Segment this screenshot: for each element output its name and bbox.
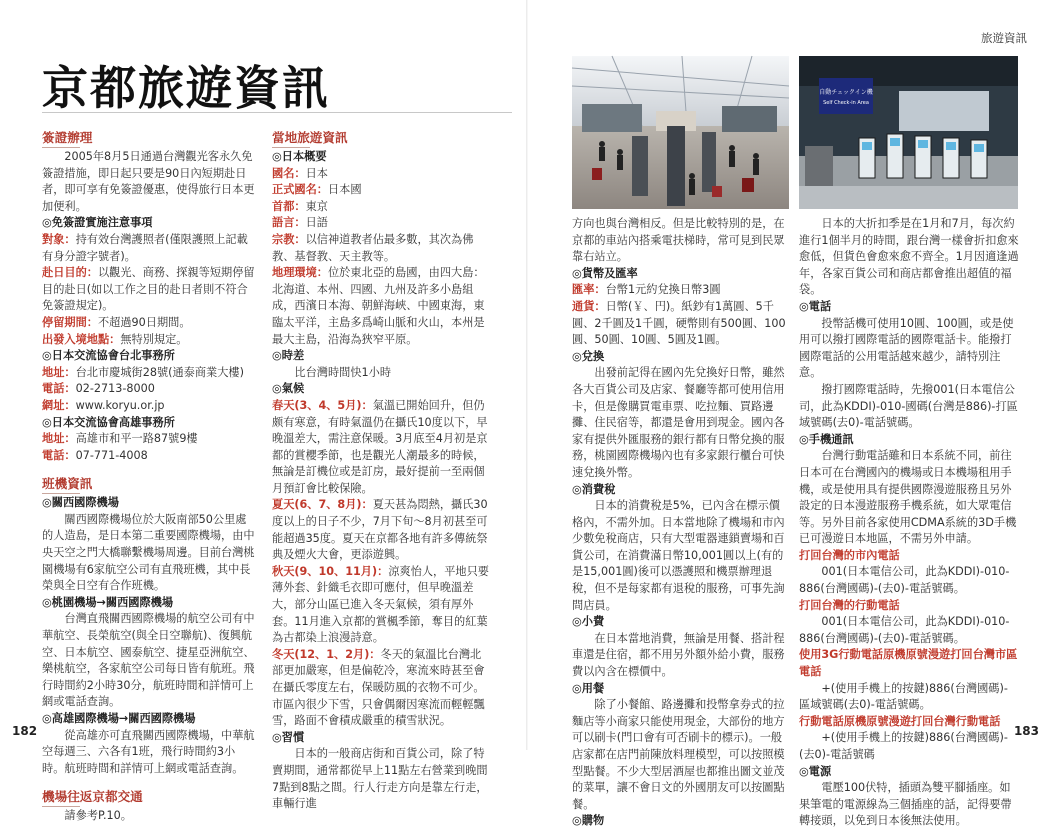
visa-stay-label: 停留期間： — [42, 315, 98, 329]
kaohsiung-address — [42, 431, 257, 448]
geography-text: 位於東北亞的島國，由四大島：北海道、本州、四國、九州及許多小島組成，西濱日本海、朝鮮海峽、中國東海，東臨太平洋，主島多爲崎山脈和火山，本州是最大主島，沿海為狹窄平原。 — [272, 266, 485, 346]
language-label: 語言： — [272, 216, 306, 230]
phone-subheading: ◎電話 — [799, 299, 832, 313]
autumn-label: 秋天(9、10、11月)： — [272, 564, 389, 578]
religion-text: 以信神道教者佔最多數，其次為佛教、基督教、天主教等。 — [272, 232, 474, 263]
summer — [272, 497, 490, 563]
check-in-kiosk-photo — [799, 56, 1018, 209]
geography-label: 地理環境： — [272, 266, 328, 280]
language-text: 日語 — [305, 216, 328, 230]
kaohsiung-phone-label: 電話： — [42, 448, 76, 462]
khh-kix-text: 從高雄亦可直飛關西國際機場，中華航空每週三、六各有1班，飛行時間約3小時。航班時間和詳情可上網或電話查詢。 — [42, 728, 255, 775]
visa-entry-label: 出發入境地點： — [42, 332, 121, 346]
call-tw-mobile-text: 001(日本電信公司，此為KDDI)-010-886(台灣國碼)-(去0)-電話號碼。 — [799, 615, 1010, 645]
visa-intro: 2005年8月5日通過台灣觀光客永久免簽證措施，即日起只要是90日內短期赴日者，即可享有免簽證優惠，使得旅行日本更加便利。 — [42, 150, 255, 213]
shopping-text: 日本的大折扣季是在1月和7月，每次約進行1個半月的時間，跟台灣一樣會折扣愈來愈低，但貨色會愈來愈不齊全。1月因適逢過年，各家百貨公司和商店都會推出超值的福袋。 — [799, 217, 1019, 297]
column-phone — [799, 216, 1019, 830]
spring-text: 氣溫已開始回升，但仍颇有寒意，有時氣溫仍在攝氏10度以下，早晚溫差大，需注意保暖。3月底至4月初是京都的賞櫻季節，也是觀光人潮最多的時候，無論是訂機位或是訂房，最好提前一至兩個月預訂會比較保險。 — [272, 398, 488, 495]
right-page — [528, 0, 1057, 828]
heading-underline — [42, 493, 80, 494]
taipei-web — [42, 398, 257, 415]
exchange-text: 出發前記得在國內先兌換好日幣，雖然各大百貨公司及店家、餐廳等都可使用信用卡，但是像購買電車票、吃拉麵、買路邊攤、住民宿等，都還是會用到現金。國內各家有提供外匯服務的銀行都有日幣兌換的服務，桃園國際機場內也有多家銀行櫃台可快速兌換外幣。 — [572, 366, 785, 479]
tip-subheading: ◎小費 — [572, 615, 605, 629]
tpe-kix-text: 台灣直飛關西國際機場的航空公司有中華航空、長榮航空(與全日空聯航)、復興航空、日本航空、國泰航空、捷星亞洲航空、樂桃航空，各家航空公司每日皆有航班。飛行時間約2小時30分，航班時間和詳情可上網或電話查詢。 — [42, 612, 255, 709]
visa-purpose-text: 以觀光、商務、探親等短期停留目的赴日(如以工作之目的赴日者則不符合免簽證規定)。 — [42, 266, 255, 313]
visa-target — [42, 232, 257, 265]
summer-label: 夏天(6、7、8月)： — [272, 498, 373, 512]
custom-subheading: ◎習慣 — [272, 730, 305, 744]
capital-text: 東京 — [305, 199, 328, 213]
spring-label: 春天(3、4、5月)： — [272, 398, 373, 412]
airport-transfer-heading: 機場往返京都交通 — [42, 789, 143, 805]
visa-target-text: 持有效台灣護照者(僅限護照上記載有身分證字號者)。 — [42, 232, 248, 263]
check-in-kiosk-image — [799, 56, 1018, 209]
custom-continued: 方向也與台灣相反。但是比較特別的是，在京都的車站內搭乘電扶梯時，常可見到民眾靠右站立。 — [572, 217, 785, 264]
country — [272, 166, 490, 183]
summer-text: 夏天甚為悶熱，攝氏30度以上的日子不少，7月下旬～8月初甚至可能超過35度。夏天在京都各地有許多傳統祭典及煙火大會，更添遊興。 — [272, 498, 488, 562]
currency-subheading: ◎貨幣及匯率 — [572, 266, 638, 280]
climate-subheading: ◎氣候 — [272, 382, 305, 396]
heading-underline — [42, 147, 80, 148]
exchange-rate-label: 匯率： — [572, 283, 606, 297]
heading-underline — [42, 806, 80, 807]
visa-notice-subheading: ◎免簽證實施注意事項 — [42, 216, 153, 230]
country-text: 日本 — [305, 166, 328, 180]
exchange-rate — [572, 282, 790, 299]
meal-text: 除了小餐館、路邊攤和投幣拿券式的拉麵店等小商家只能使用現金，大部份的地方可以刷卡(門口會有可否刷卡的標示)。一般店家都在店門前陳放料理模型，可以按照模型點餐。不少大型居酒屋也都推出圖文並茂的菜單，讓不會日文的外國朋友可以按圖點餐。 — [572, 698, 785, 811]
kaohsiung-address-label: 地址： — [42, 432, 76, 446]
religion-label: 宗教： — [272, 232, 306, 246]
capital-label: 首都： — [272, 199, 306, 213]
roam-landline-label: 使用3G行動電話原機原號漫遊打回台灣市區電話 — [799, 648, 1018, 679]
visa-purpose-label: 赴日目的： — [42, 266, 98, 280]
kaohsiung-office-subheading: ◎日本交流協會高雄事務所 — [42, 415, 175, 429]
kix-text: 關西國際機場位於大阪南部50公里處的人造島，是日本第二重要國際機場，由中央天空之門大橋聯繫機場周邊。目前台灣桃園機場有6家航空公司有直飛班機，其中長榮與全日空有合作班機。 — [42, 512, 255, 593]
kix-subheading: ◎關西國際機場 — [42, 496, 119, 510]
visa-stay-text: 不超過90日期間。 — [97, 315, 191, 329]
tip-text: 在日本當地消費，無論是用餐、搭計程車還是住宿，都不用另外額外給小費，服務費以內含在標價中。 — [572, 631, 785, 679]
official-name-label: 正式國名： — [272, 183, 328, 197]
call-tw-landline-text: 001(日本電信公司，此為KDDI)-010-886(台灣國碼)-(去0)-電話號碼。 — [799, 565, 1010, 596]
custom-text: 日本的一般商店街和百貨公司，除了特賣期間，通常都從早上11點左右營業到晚間7點到8點之間。行人行走方向是靠左行走，車輛行進 — [272, 747, 488, 811]
left-page — [0, 0, 528, 823]
kiosk-sign-ja: 自動チェックイン機 — [819, 89, 873, 96]
airport-hall-image — [572, 56, 789, 209]
taipei-web-label: 網址： — [42, 398, 76, 412]
language — [272, 215, 490, 232]
kaohsiung-phone — [42, 448, 257, 465]
time-diff-text: 比台灣時間快1小時 — [294, 365, 392, 379]
taipei-address-label: 地址： — [42, 365, 76, 379]
visa-stay — [42, 315, 257, 332]
visa-entry — [42, 332, 257, 349]
heading-underline — [272, 147, 310, 148]
power-text: 電壓100伏特，插頭為雙平腳插座。如果筆電的電源線為三個插座的話，記得要帶轉接頭，以免到日本後無法使用。 — [799, 781, 1012, 828]
taipei-address-text: 台北市慶城街28號(通泰商業大樓) — [75, 365, 244, 379]
winter — [272, 647, 490, 730]
taipei-phone-text: 02-2713-8000 — [75, 382, 155, 396]
meal-subheading: ◎用餐 — [572, 681, 605, 695]
mobile-subheading: ◎手機通訊 — [799, 432, 854, 446]
kiosk-sign-en: Self Check-in Area — [823, 100, 869, 106]
visa-heading: 簽證辦理 — [42, 130, 93, 145]
shopping-subheading: ◎購物 — [572, 814, 605, 828]
kaohsiung-phone-text: 07-771-4008 — [75, 448, 148, 462]
airport-hall-photo — [572, 56, 789, 209]
visa-target-label: 對象： — [42, 232, 76, 246]
currency-label: 通貨： — [572, 299, 606, 313]
phone-text-2: 撥打國際電話時，先撥001(日本電信公司，此為KDDI)-010-國碼(台灣是886)-打區域號碼(去0)-電話號碼。 — [799, 382, 1018, 430]
local-heading: 當地旅遊資訊 — [272, 130, 348, 145]
title-rule — [42, 112, 512, 113]
currency — [572, 299, 790, 349]
autumn-text: 涼爽怡人，平地只要薄外套、針織毛衣即可應付，但早晚溫差大，部分山區已進入冬天氣候，須有厚外套。11月進入京都的賞楓季節，奪目的紅葉為古都染上浪漫詩意。 — [272, 564, 489, 645]
khh-kix-subheading: ◎高雄國際機場→關西國際機場 — [42, 712, 196, 725]
geography — [272, 265, 490, 348]
autumn — [272, 564, 490, 647]
visa-entry-text: 無特別規定。 — [120, 332, 188, 346]
flights-heading: 班機資訊 — [42, 476, 93, 492]
page-title: 京都旅遊資訊 — [42, 61, 330, 115]
roam-landline-text: +(使用手機上的按鍵)886(台灣國碼)-區域號碼(去0)-電話號碼。 — [799, 681, 1008, 712]
column-money — [572, 216, 790, 830]
winter-label: 冬天(12、1、2月)： — [272, 647, 381, 661]
tax-subheading: ◎消費稅 — [572, 482, 616, 496]
call-tw-landline-label: 打回台灣的市內電話 — [799, 548, 900, 562]
taipei-office-subheading: ◎日本交流協會台北事務所 — [42, 349, 175, 363]
phone-text-1: 投幣話機可使用10圓、100圓，或是使用可以撥打國際電話的國際電話卡。能撥打國際電話的公用電話越來越少，請特別注意。 — [799, 316, 1014, 380]
official-name — [272, 182, 490, 199]
mobile-text: 台灣行動電話雖和日本系統不同，前往日本可在台灣國內的機場或日本機場租用手機，或是使用具有提供國際漫遊服務且另外設定的日本漫遊服務手機系統，如大眾電信等。另外目前各家使用CDMA系統的3D手機已可漫遊日本地區，不需另外申請。 — [799, 449, 1017, 546]
country-label: 國名： — [272, 166, 306, 180]
visa-purpose — [42, 265, 257, 315]
column-local-info — [272, 128, 490, 813]
time-diff-subheading: ◎時差 — [272, 349, 305, 363]
airport-transfer-text: 請參考P.10。 — [64, 809, 132, 823]
call-tw-mobile-label: 打回台灣的行動電話 — [799, 598, 900, 612]
page-number-left: 182 — [12, 724, 38, 738]
page-number-right: 183 — [1013, 724, 1039, 738]
spring — [272, 398, 490, 498]
taipei-phone-label: 電話： — [42, 382, 76, 396]
exchange-subheading: ◎兌換 — [572, 349, 605, 363]
running-head: 旅遊資訊 — [981, 31, 1027, 45]
column-visa-flights — [42, 128, 257, 825]
overview-subheading: ◎日本概要 — [272, 150, 327, 163]
roam-mobile-label: 行動電話原機原號漫遊打回台灣行動電話 — [799, 714, 1001, 728]
exchange-rate-text: 台幣1元約兌換日幣3圓 — [605, 283, 721, 297]
kaohsiung-address-text: 高雄市和平一路87號9樓 — [75, 432, 198, 446]
religion — [272, 232, 490, 265]
winter-text: 冬天的氣溫比台灣北部更加嚴寒，但是偏乾冷，寒流來時甚至會在攝氏零度左右，保暖防風的衣物不可少。市區內很少下雪，只會偶爾因寒流而輕輕飄雪，路面不會積成嚴重的積雪狀況。 — [272, 647, 485, 728]
tax-text: 日本的消費稅是5%，已內含在標示價格內，不需外加。日本當地除了機場和市內少數免稅商店，只有大型電器連鎖賣場和百貨公司，在消費滿日幣10,001圓以上(有的是15,001圓)後可以憑護照和機票辦理退稅，但不是每家都有退稅的服務，可事先詢問店員。 — [572, 499, 785, 612]
taipei-web-link[interactable]: www.koryu.or.jp — [75, 398, 165, 412]
taipei-address — [42, 365, 257, 382]
official-name-text: 日本國 — [327, 183, 362, 197]
roam-mobile-text: +(使用手機上的按鍵)886(台灣國碼)-(去0)-電話號碼 — [799, 731, 1008, 761]
capital — [272, 199, 490, 216]
tpe-kix-subheading: ◎桃園機場→關西國際機場 — [42, 595, 174, 609]
currency-text: 日幣(￥、円)。紙鈔有1萬圓、5千圓、2千圓及1千圓，硬幣則有500圓、100圓、50圓、10圓、5圓及1圓。 — [572, 299, 786, 347]
taipei-phone — [42, 381, 257, 398]
power-subheading: ◎電源 — [799, 764, 832, 778]
